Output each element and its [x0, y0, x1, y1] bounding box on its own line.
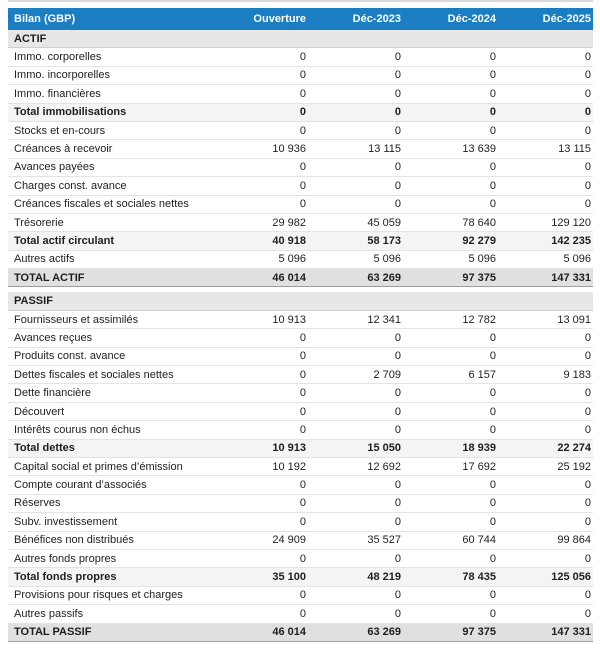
cell-value: 0: [403, 513, 498, 531]
cell-value: 0: [498, 384, 593, 402]
table-row: [8, 158, 593, 176]
top-divider: [8, 0, 593, 2]
cell-value: 0: [498, 605, 593, 623]
cell-value: 0: [403, 121, 498, 139]
cell-value: 0: [213, 513, 308, 531]
cell-value: 0: [308, 103, 403, 121]
row-label: Stocks et en-cours: [8, 121, 213, 139]
cell-value: 0: [403, 195, 498, 213]
table-row: [8, 568, 593, 586]
row-label: Produits const. avance: [8, 347, 213, 365]
cell-value: 0: [213, 494, 308, 512]
cell-value: 0: [498, 121, 593, 139]
cell-value: 0: [308, 421, 403, 439]
row-label: Avances payées: [8, 158, 213, 176]
cell-value: 17 692: [403, 457, 498, 475]
table-row: [8, 421, 593, 439]
cell-value: 0: [308, 384, 403, 402]
cell-value: 0: [308, 85, 403, 103]
cell-value: 0: [308, 66, 403, 84]
cell-value: 13 115: [498, 140, 593, 158]
cell-value: 6 157: [403, 366, 498, 384]
cell-value: 18 939: [403, 439, 498, 457]
row-label: Découvert: [8, 402, 213, 420]
table-row: [8, 623, 593, 641]
cell-value: 0: [213, 195, 308, 213]
cell-value: 0: [403, 177, 498, 195]
cell-value: 0: [403, 549, 498, 567]
cell-value: 46 014: [213, 269, 308, 287]
cell-value: 0: [498, 402, 593, 420]
cell-value: 58 173: [308, 232, 403, 250]
cell-value: 0: [403, 402, 498, 420]
row-label: Autres fonds propres: [8, 549, 213, 567]
cell-value: 0: [498, 549, 593, 567]
row-label: Dettes fiscales et sociales nettes: [8, 366, 213, 384]
cell-value: 0: [213, 177, 308, 195]
cell-value: 0: [498, 48, 593, 66]
cell-value: 0: [403, 158, 498, 176]
column-header-dec-2025: Déc-2025: [498, 8, 593, 30]
cell-value: 0: [213, 158, 308, 176]
cell-value: 0: [403, 476, 498, 494]
row-label: Avances reçues: [8, 329, 213, 347]
row-label: Capital social et primes d’émission: [8, 457, 213, 475]
table-row: [8, 549, 593, 567]
cell-value: 147 331: [498, 269, 593, 287]
table-row: [8, 366, 593, 384]
cell-value: 0: [213, 121, 308, 139]
column-header-dec-2024: Déc-2024: [403, 8, 498, 30]
cell-value: 0: [213, 366, 308, 384]
column-header-ouverture: Ouverture: [213, 8, 308, 30]
cell-value: 0: [308, 586, 403, 604]
table-row: [8, 329, 593, 347]
cell-value: 5 096: [498, 250, 593, 268]
cell-value: 99 864: [498, 531, 593, 549]
cell-value: 0: [498, 103, 593, 121]
cell-value: 0: [308, 494, 403, 512]
cell-value: 0: [213, 66, 308, 84]
cell-value: 0: [498, 494, 593, 512]
row-label: Créances fiscales et sociales nettes: [8, 195, 213, 213]
table-row: [8, 476, 593, 494]
cell-value: 0: [308, 121, 403, 139]
row-label: TOTAL PASSIF: [8, 623, 213, 641]
table-row: [8, 402, 593, 420]
table-row: [8, 586, 593, 604]
cell-value: 0: [308, 513, 403, 531]
row-label: Total dettes: [8, 439, 213, 457]
cell-value: 147 331: [498, 623, 593, 641]
cell-value: 0: [308, 549, 403, 567]
row-label: Intérêts courus non échus: [8, 421, 213, 439]
cell-value: 10 913: [213, 439, 308, 457]
cell-value: 129 120: [498, 213, 593, 231]
table-row: [8, 195, 593, 213]
cell-value: 0: [403, 347, 498, 365]
table-row: [8, 66, 593, 84]
cell-value: 97 375: [403, 269, 498, 287]
row-label: Créances à recevoir: [8, 140, 213, 158]
cell-value: 0: [213, 586, 308, 604]
row-label: TOTAL ACTIF: [8, 269, 213, 287]
cell-value: 63 269: [308, 269, 403, 287]
cell-value: 0: [213, 549, 308, 567]
cell-value: 29 982: [213, 213, 308, 231]
row-label: Bénéfices non distribués: [8, 531, 213, 549]
cell-value: 0: [213, 103, 308, 121]
cell-value: [308, 292, 403, 310]
cell-value: 125 056: [498, 568, 593, 586]
row-label: Charges const. avance: [8, 177, 213, 195]
row-label: PASSIF: [8, 292, 213, 310]
row-label: ACTIF: [8, 30, 213, 48]
cell-value: 0: [403, 586, 498, 604]
table-row: [8, 513, 593, 531]
section-header-row: [8, 30, 593, 48]
row-label: Fournisseurs et assimilés: [8, 310, 213, 328]
cell-value: 0: [308, 158, 403, 176]
table-body: [8, 30, 593, 641]
table-row: [8, 457, 593, 475]
row-label: Immo. corporelles: [8, 48, 213, 66]
cell-value: 0: [403, 329, 498, 347]
cell-value: 0: [308, 329, 403, 347]
cell-value: 0: [213, 421, 308, 439]
cell-value: 0: [213, 329, 308, 347]
table-row: [8, 103, 593, 121]
cell-value: 46 014: [213, 623, 308, 641]
row-label: Total fonds propres: [8, 568, 213, 586]
cell-value: [403, 292, 498, 310]
cell-value: 0: [213, 605, 308, 623]
row-label: Immo. financières: [8, 85, 213, 103]
table-row: [8, 439, 593, 457]
cell-value: 97 375: [403, 623, 498, 641]
cell-value: 0: [498, 513, 593, 531]
cell-value: 0: [213, 402, 308, 420]
cell-value: 0: [498, 66, 593, 84]
cell-value: 0: [403, 421, 498, 439]
table-row: [8, 531, 593, 549]
cell-value: 0: [498, 329, 593, 347]
cell-value: 0: [308, 195, 403, 213]
balance-sheet-table: [8, 8, 593, 642]
cell-value: 0: [498, 85, 593, 103]
cell-value: 0: [403, 103, 498, 121]
row-label: Trésorerie: [8, 213, 213, 231]
section-header-row: [8, 292, 593, 310]
table-row: [8, 494, 593, 512]
cell-value: 78 640: [403, 213, 498, 231]
cell-value: 13 639: [403, 140, 498, 158]
table-row: [8, 347, 593, 365]
cell-value: 0: [498, 347, 593, 365]
row-label: Autres actifs: [8, 250, 213, 268]
cell-value: 60 744: [403, 531, 498, 549]
cell-value: 5 096: [213, 250, 308, 268]
cell-value: [213, 30, 308, 48]
cell-value: 0: [498, 586, 593, 604]
cell-value: 0: [403, 48, 498, 66]
cell-value: 0: [213, 476, 308, 494]
table-row: [8, 177, 593, 195]
cell-value: 0: [308, 347, 403, 365]
cell-value: 0: [498, 177, 593, 195]
table-row: [8, 121, 593, 139]
cell-value: 0: [213, 384, 308, 402]
cell-value: [213, 292, 308, 310]
cell-value: 10 936: [213, 140, 308, 158]
cell-value: [308, 30, 403, 48]
cell-value: 0: [498, 195, 593, 213]
cell-value: 13 115: [308, 140, 403, 158]
cell-value: 0: [498, 158, 593, 176]
cell-value: 10 913: [213, 310, 308, 328]
cell-value: 24 909: [213, 531, 308, 549]
cell-value: 0: [308, 476, 403, 494]
table-row: [8, 213, 593, 231]
cell-value: 0: [308, 402, 403, 420]
cell-value: [498, 30, 593, 48]
cell-value: 78 435: [403, 568, 498, 586]
table-row: [8, 232, 593, 250]
row-label: Subv. investissement: [8, 513, 213, 531]
cell-value: 35 527: [308, 531, 403, 549]
row-label: Provisions pour risques et charges: [8, 586, 213, 604]
cell-value: 0: [308, 48, 403, 66]
cell-value: 12 782: [403, 310, 498, 328]
table-header-row: [8, 8, 593, 30]
cell-value: 45 059: [308, 213, 403, 231]
table-row: [8, 384, 593, 402]
table-row: [8, 269, 593, 287]
cell-value: 2 709: [308, 366, 403, 384]
cell-value: 48 219: [308, 568, 403, 586]
cell-value: 12 341: [308, 310, 403, 328]
table-title: Bilan (GBP): [8, 8, 213, 30]
row-label: Total immobilisations: [8, 103, 213, 121]
cell-value: 22 274: [498, 439, 593, 457]
table-row: [8, 310, 593, 328]
row-label: Autres passifs: [8, 605, 213, 623]
table-row: [8, 250, 593, 268]
row-label: Compte courant d’associés: [8, 476, 213, 494]
cell-value: 25 192: [498, 457, 593, 475]
cell-value: 0: [403, 66, 498, 84]
row-label: Total actif circulant: [8, 232, 213, 250]
cell-value: 0: [403, 384, 498, 402]
table-row: [8, 605, 593, 623]
cell-value: 0: [213, 85, 308, 103]
cell-value: 0: [403, 85, 498, 103]
cell-value: 35 100: [213, 568, 308, 586]
cell-value: 0: [498, 476, 593, 494]
cell-value: 0: [498, 421, 593, 439]
cell-value: 0: [403, 605, 498, 623]
cell-value: 9 183: [498, 366, 593, 384]
table-row: [8, 140, 593, 158]
row-label: Réserves: [8, 494, 213, 512]
column-header-dec-2023: Déc-2023: [308, 8, 403, 30]
cell-value: [403, 30, 498, 48]
cell-value: 40 918: [213, 232, 308, 250]
cell-value: 13 091: [498, 310, 593, 328]
cell-value: 92 279: [403, 232, 498, 250]
cell-value: 0: [213, 48, 308, 66]
table-row: [8, 85, 593, 103]
cell-value: 5 096: [403, 250, 498, 268]
table-row: [8, 48, 593, 66]
cell-value: 12 692: [308, 457, 403, 475]
row-label: Dette financière: [8, 384, 213, 402]
cell-value: 63 269: [308, 623, 403, 641]
cell-value: 0: [308, 177, 403, 195]
row-label: Immo. incorporelles: [8, 66, 213, 84]
cell-value: 0: [403, 494, 498, 512]
cell-value: 15 050: [308, 439, 403, 457]
cell-value: 10 192: [213, 457, 308, 475]
cell-value: 0: [308, 605, 403, 623]
cell-value: 5 096: [308, 250, 403, 268]
cell-value: [498, 292, 593, 310]
cell-value: 0: [213, 347, 308, 365]
cell-value: 142 235: [498, 232, 593, 250]
